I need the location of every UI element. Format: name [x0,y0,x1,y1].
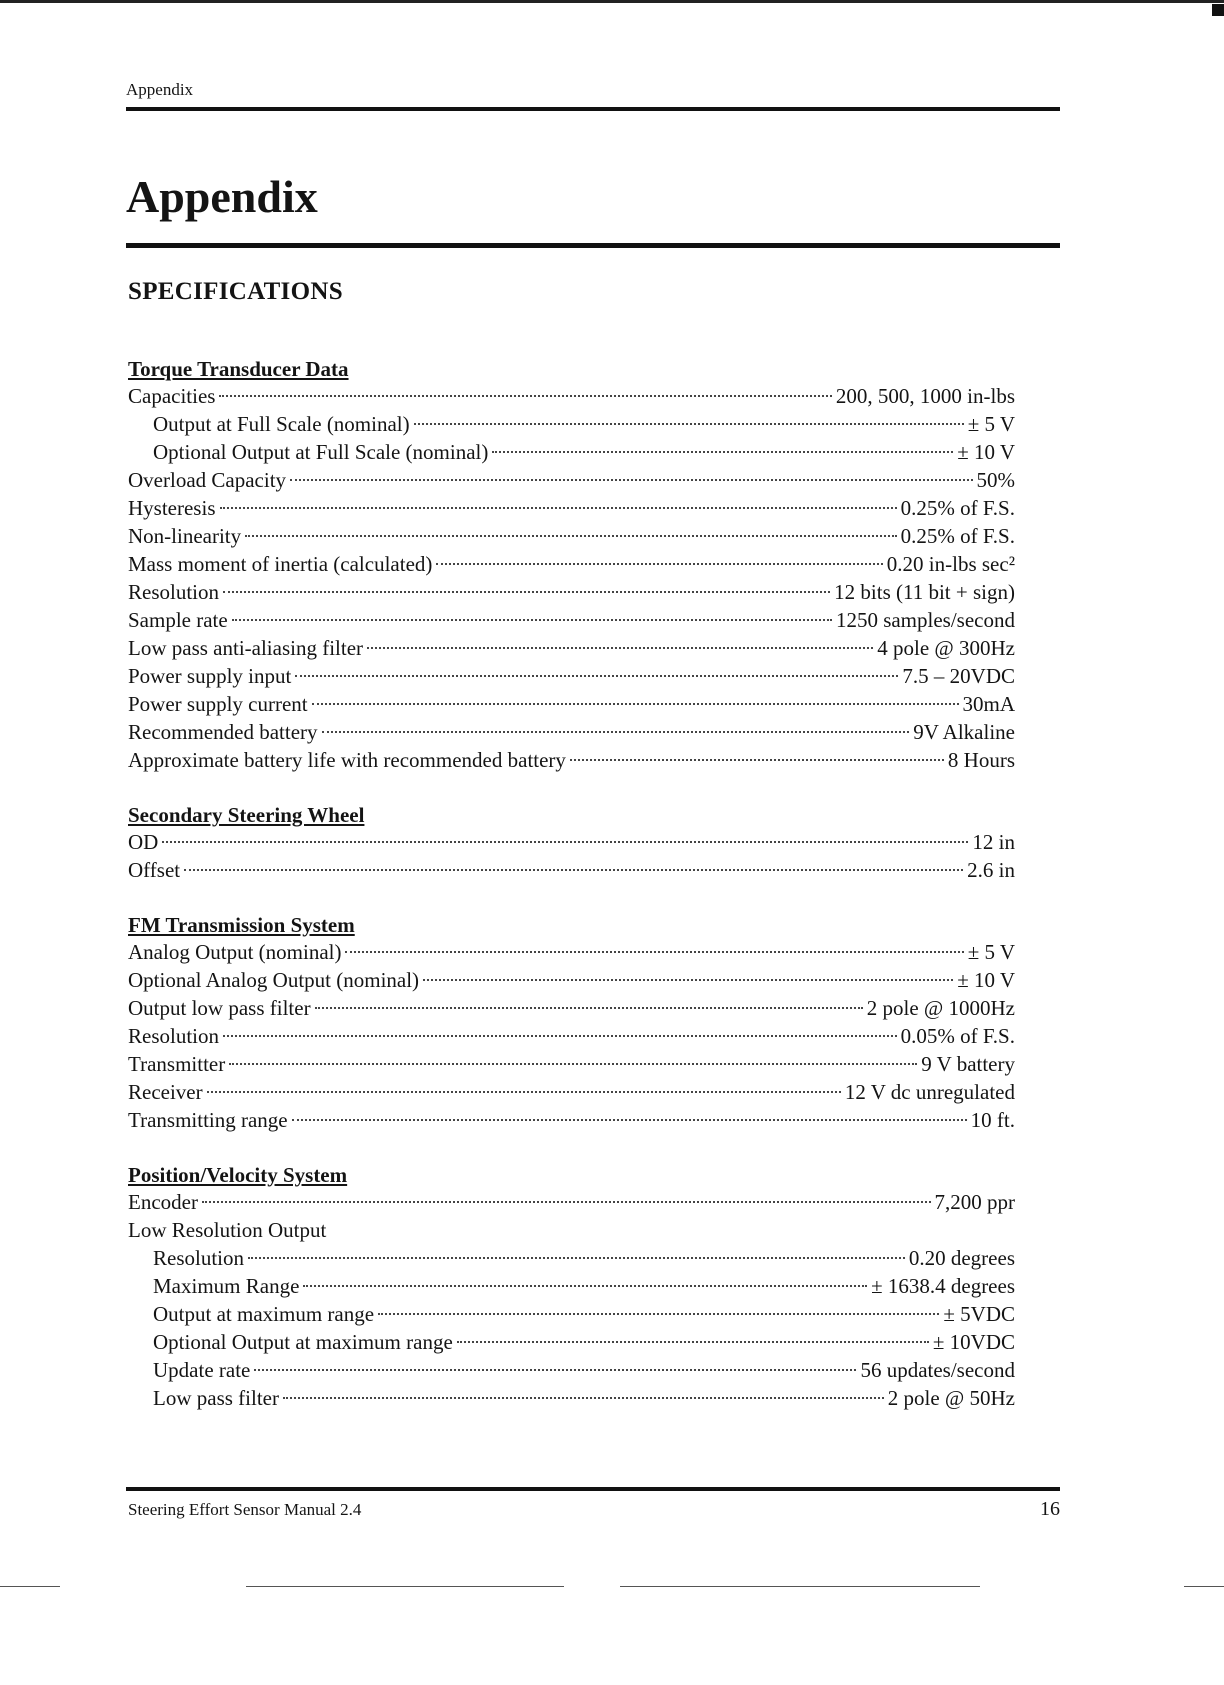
spec-value: 2 pole @ 1000Hz [866,996,1015,1020]
spec-row [128,662,1015,690]
page-title: Appendix [126,171,318,222]
spec-value: 200, 500, 1000 in-lbs [835,384,1015,408]
spec-row [128,1106,1015,1134]
spec-value: ± 1638.4 degrees [871,1274,1015,1298]
spec-row [128,550,1015,578]
dot-leader [290,479,972,481]
spec-section [128,912,1015,1134]
dot-leader [254,1369,856,1371]
spec-label: Optional Output at Full Scale (nominal) [153,440,489,464]
spec-value: ± 5 V [967,940,1015,964]
dot-leader [423,979,953,981]
spec-label: Output low pass filter [128,996,311,1020]
spec-label: Maximum Range [153,1274,300,1298]
dot-leader [378,1313,939,1315]
spec-value: 10 ft. [970,1108,1015,1132]
spec-value: 2.6 in [967,858,1015,882]
dot-leader [295,675,898,677]
scan-artifact-line [1184,1586,1224,1587]
spec-value: 0.20 in-lbs sec² [886,552,1015,576]
dot-leader [570,759,944,761]
spec-row [128,1356,1015,1384]
spec-value: 0.20 degrees [908,1246,1015,1270]
dot-leader [223,1035,897,1037]
spec-row [128,522,1015,550]
dot-leader [202,1201,931,1203]
spec-label: Transmitting range [128,1108,288,1132]
spec-row [128,856,1015,884]
dot-leader [303,1285,867,1287]
spec-row [128,966,1015,994]
section-title: Position/Velocity System [128,1163,348,1187]
scan-artifact-line [246,1586,564,1587]
spec-label: Output at Full Scale (nominal) [153,412,410,436]
spec-value: 1250 samples/second [835,608,1015,632]
spec-label: Resolution [153,1246,245,1270]
section-title: Secondary Steering Wheel [128,803,365,827]
spec-value: 12 bits (11 bit + sign) [834,580,1015,604]
spec-section [128,802,1015,884]
dot-leader [367,647,873,649]
spec-value: 9 V battery [921,1052,1015,1076]
spec-value: 8 Hours [947,748,1015,772]
spec-row [128,1216,1015,1244]
spec-row [128,1384,1015,1412]
spec-label: Sample rate [128,608,228,632]
scan-corner-mark [1212,4,1224,16]
spec-value: 30mA [962,692,1015,716]
spec-label: Overload Capacity [128,468,287,492]
spec-label: Hysteresis [128,496,216,520]
spec-label: Capacities [128,384,216,408]
dot-leader [283,1397,884,1399]
spec-label: Analog Output (nominal) [128,940,342,964]
spec-value: 2 pole @ 50Hz [887,1386,1015,1410]
header-rule [126,107,1060,111]
spec-value: 0.25% of F.S. [900,496,1015,520]
spec-row [128,1272,1015,1300]
section-title: Torque Transducer Data [128,357,349,381]
specifications-heading: SPECIFICATIONS [128,278,343,305]
spec-label: Resolution [128,1024,220,1048]
spec-value: 56 updates/second [860,1358,1015,1382]
spec-value: 12 V dc unregulated [844,1080,1015,1104]
spec-section [128,1162,1015,1412]
spec-row [128,938,1015,966]
page-number: 16 [1040,1498,1060,1520]
dot-leader [345,951,963,953]
spec-label: Optional Output at maximum range [153,1330,453,1354]
dot-leader [248,1257,905,1259]
spec-value: 7,200 ppr [934,1190,1015,1214]
spec-label: Recommended battery [128,720,318,744]
spec-row [128,634,1015,662]
spec-row [128,438,1015,466]
spec-value: 0.25% of F.S. [900,524,1015,548]
dot-leader [219,395,831,397]
spec-row [128,746,1015,774]
section-title: FM Transmission System [128,913,355,937]
spec-label: Mass moment of inertia (calculated) [128,552,433,576]
footer-document-title: Steering Effort Sensor Manual 2.4 [128,1500,362,1519]
dot-leader [492,451,953,453]
spec-value: 12 in [972,830,1015,854]
title-rule [126,243,1060,248]
spec-value: 9V Alkaline [913,720,1015,744]
spec-label: Optional Analog Output (nominal) [128,968,420,992]
spec-row [128,994,1015,1022]
spec-section [128,356,1015,774]
spec-label: Resolution [128,580,220,604]
spec-row [128,494,1015,522]
footer-rule [126,1487,1060,1491]
spec-row [128,1188,1015,1216]
spec-value: 0.05% of F.S. [900,1024,1015,1048]
dot-leader [223,591,830,593]
spec-row [128,828,1015,856]
dot-leader [312,703,959,705]
scan-top-edge [0,0,1224,3]
dot-leader [322,731,910,733]
dot-leader [232,619,832,621]
spec-value: ± 10 V [957,968,1015,992]
spec-label: Power supply current [128,692,308,716]
scan-artifact-line [0,1586,60,1587]
spec-label: Power supply input [128,664,292,688]
running-header: Appendix [126,80,194,99]
spec-value: ± 10VDC [932,1330,1015,1354]
spec-label: Transmitter [128,1052,226,1076]
spec-value: ± 10 V [957,440,1015,464]
spec-label: Receiver [128,1080,203,1104]
dot-leader [457,1341,929,1343]
spec-row [128,1078,1015,1106]
spec-value: 4 pole @ 300Hz [877,636,1015,660]
spec-value: 7.5 – 20VDC [902,664,1015,688]
dot-leader [220,507,897,509]
spec-value: ± 5 V [967,412,1015,436]
dot-leader [162,841,968,843]
dot-leader [292,1119,967,1121]
spec-row [128,382,1015,410]
spec-row [128,690,1015,718]
spec-label: Update rate [153,1358,251,1382]
dot-leader [245,535,896,537]
spec-label: Low pass filter [153,1386,279,1410]
spec-label: OD [128,830,159,854]
dot-leader [436,563,882,565]
spec-row [128,1328,1015,1356]
spec-row [128,1022,1015,1050]
spec-label: Non-linearity [128,524,242,548]
spec-label: Output at maximum range [153,1302,375,1326]
dot-leader [414,423,964,425]
spec-label: Approximate battery life with recommended battery [128,748,566,772]
spec-value: ± 5VDC [943,1302,1015,1326]
dot-leader [315,1007,863,1009]
spec-label: Offset [128,858,181,882]
dot-leader [229,1063,917,1065]
spec-row [128,1050,1015,1078]
spec-row [128,410,1015,438]
spec-label: Low pass anti-aliasing filter [128,636,364,660]
spec-label: Encoder [128,1190,198,1214]
dot-leader [184,869,963,871]
dot-leader [207,1091,841,1093]
spec-row [128,578,1015,606]
spec-row [128,1244,1015,1272]
spec-row [128,606,1015,634]
specifications-list [128,356,1015,1440]
spec-row [128,466,1015,494]
spec-row [128,1300,1015,1328]
spec-row [128,718,1015,746]
scan-artifact-line [620,1586,980,1587]
spec-label: Low Resolution Output [128,1218,327,1242]
spec-value: 50% [976,468,1015,492]
